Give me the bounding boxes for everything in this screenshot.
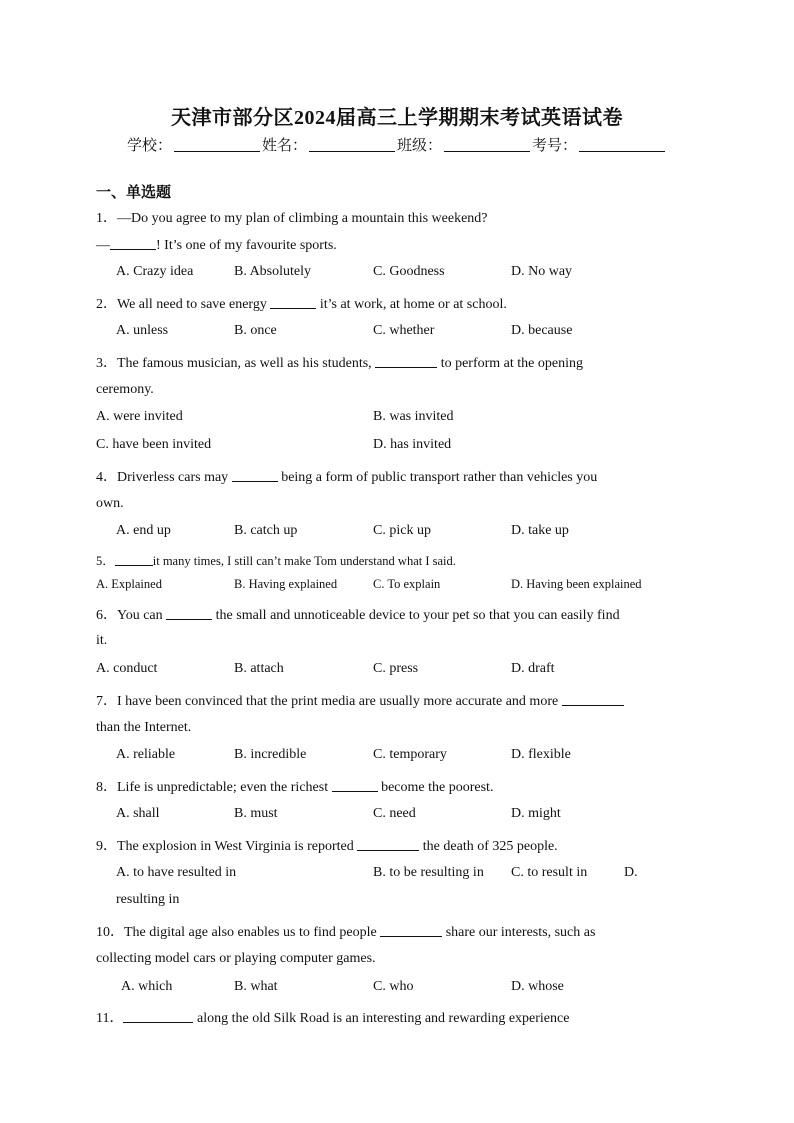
- student-info-row: [0, 134, 794, 155]
- question-8-option-c[interactable]: C. need: [373, 806, 416, 821]
- question-7-option-b[interactable]: B. incredible: [234, 747, 307, 762]
- answer-blank: [562, 693, 624, 706]
- question-3-option-d[interactable]: D. has invited: [373, 437, 452, 452]
- answer-blank: [375, 355, 437, 368]
- section-heading: 一、单选题: [96, 185, 172, 201]
- question-8-option-d[interactable]: D. might: [511, 806, 561, 821]
- question-6-option-a[interactable]: A. conduct: [96, 661, 158, 676]
- question-4-line-1: 4．Driverless cars may being a form of public transport rather than vehicles you: [96, 470, 598, 485]
- answer-blank: [166, 607, 212, 620]
- class-blank[interactable]: [444, 137, 530, 152]
- question-3-option-b[interactable]: B. was invited: [373, 409, 454, 424]
- question-4-option-b[interactable]: B. catch up: [234, 523, 298, 538]
- answer-blank: [110, 237, 156, 250]
- question-1-option-d[interactable]: D. No way: [511, 264, 573, 279]
- question-10-option-d[interactable]: D. whose: [511, 979, 564, 994]
- question-10-line-2: collecting model cars or playing computer games.: [96, 951, 376, 966]
- page-title: 天津市部分区2024届高三上学期期末考试英语试卷: [171, 107, 623, 129]
- question-6-line-1: 6．You can the small and unnoticeable device to your pet so that you can easily find: [96, 608, 620, 623]
- question-4-line-2: own.: [96, 496, 124, 511]
- question-7-line-2: than the Internet.: [96, 720, 192, 735]
- answer-blank: [232, 469, 278, 482]
- question-9-option-c[interactable]: C. to result in: [511, 865, 588, 880]
- question-6-option-b[interactable]: B. attach: [234, 661, 284, 676]
- question-2-option-a[interactable]: A. unless: [116, 323, 169, 338]
- answer-blank: [270, 296, 316, 309]
- question-2-option-d[interactable]: D. because: [511, 323, 573, 338]
- question-5-option-d[interactable]: D. Having been explained: [511, 577, 642, 591]
- question-10-line-1: 10．The digital age also enables us to find people share our interests, such as: [96, 925, 596, 940]
- answer-blank: [123, 1010, 193, 1023]
- answer-blank: [380, 924, 442, 937]
- question-9-option-b[interactable]: B. to be resulting in: [373, 865, 484, 880]
- question-2-option-b[interactable]: B. once: [234, 323, 277, 338]
- question-5-option-c[interactable]: C. To explain: [373, 577, 441, 591]
- name-label: 姓名：: [261, 138, 307, 154]
- school-blank[interactable]: [174, 137, 260, 152]
- question-7-option-c[interactable]: C. temporary: [373, 747, 447, 762]
- question-5-line-1: 5． it many times, I still can’t make Tom understand what I said.: [96, 554, 456, 568]
- question-3-line-2: ceremony.: [96, 382, 154, 397]
- question-7-option-a[interactable]: A. reliable: [116, 747, 176, 762]
- question-4-option-a[interactable]: A. end up: [116, 523, 171, 538]
- answer-blank: [332, 779, 378, 792]
- name-blank[interactable]: [309, 137, 395, 152]
- question-8-option-a[interactable]: A. shall: [116, 806, 160, 821]
- question-8-option-b[interactable]: B. must: [234, 806, 278, 821]
- question-1-line-1: 1．—Do you agree to my plan of climbing a mountain this weekend?: [96, 211, 488, 226]
- question-10-option-b[interactable]: B. what: [234, 979, 278, 994]
- question-9-option-d-text[interactable]: resulting in: [116, 892, 180, 907]
- question-1-option-b[interactable]: B. Absolutely: [234, 264, 312, 279]
- question-11-line-1: 11． along the old Silk Road is an interesting and rewarding experience: [96, 1011, 570, 1026]
- question-8-line-1: 8．Life is unpredictable; even the richest become the poorest.: [96, 780, 494, 795]
- question-5-option-a[interactable]: A. Explained: [96, 577, 162, 591]
- question-2-option-c[interactable]: C. whether: [373, 323, 435, 338]
- question-6-option-c[interactable]: C. press: [373, 661, 419, 676]
- question-7-option-d[interactable]: D. flexible: [511, 747, 571, 762]
- school-label: 学校：: [126, 138, 172, 154]
- question-6-option-d[interactable]: D. draft: [511, 661, 555, 676]
- question-3-line-1: 3．The famous musician, as well as his students, to perform at the opening: [96, 356, 583, 371]
- question-7-line-1: 7．I have been convinced that the print media are usually more accurate and more: [96, 690, 624, 710]
- exam-number-label: 考号：: [532, 138, 578, 154]
- answer-blank: [357, 838, 419, 851]
- question-3-option-a[interactable]: A. were invited: [96, 409, 183, 424]
- question-1-option-c[interactable]: C. Goodness: [373, 264, 445, 279]
- answer-blank: [115, 553, 153, 566]
- question-9-option-a[interactable]: A. to have resulted in: [116, 865, 237, 880]
- class-label: 班级：: [397, 138, 443, 154]
- question-9-option-d[interactable]: D.: [624, 865, 638, 880]
- question-6-line-2: it.: [96, 633, 108, 648]
- exam-number-blank[interactable]: [579, 137, 665, 152]
- question-9-line-1: 9．The explosion in West Virginia is reported the death of 325 people.: [96, 839, 558, 854]
- question-2-line-1: 2．We all need to save energy it’s at work, at home or at school.: [96, 297, 507, 312]
- question-1-option-a[interactable]: A. Crazy idea: [116, 264, 194, 279]
- question-4-option-d[interactable]: D. take up: [511, 523, 569, 538]
- question-10-option-a[interactable]: A. which: [121, 979, 173, 994]
- question-4-option-c[interactable]: C. pick up: [373, 523, 431, 538]
- question-10-option-c[interactable]: C. who: [373, 979, 414, 994]
- question-1-line-2: — ! It’s one of my favourite sports.: [96, 238, 337, 253]
- question-3-option-c[interactable]: C. have been invited: [96, 437, 212, 452]
- question-5-option-b[interactable]: B. Having explained: [234, 577, 338, 591]
